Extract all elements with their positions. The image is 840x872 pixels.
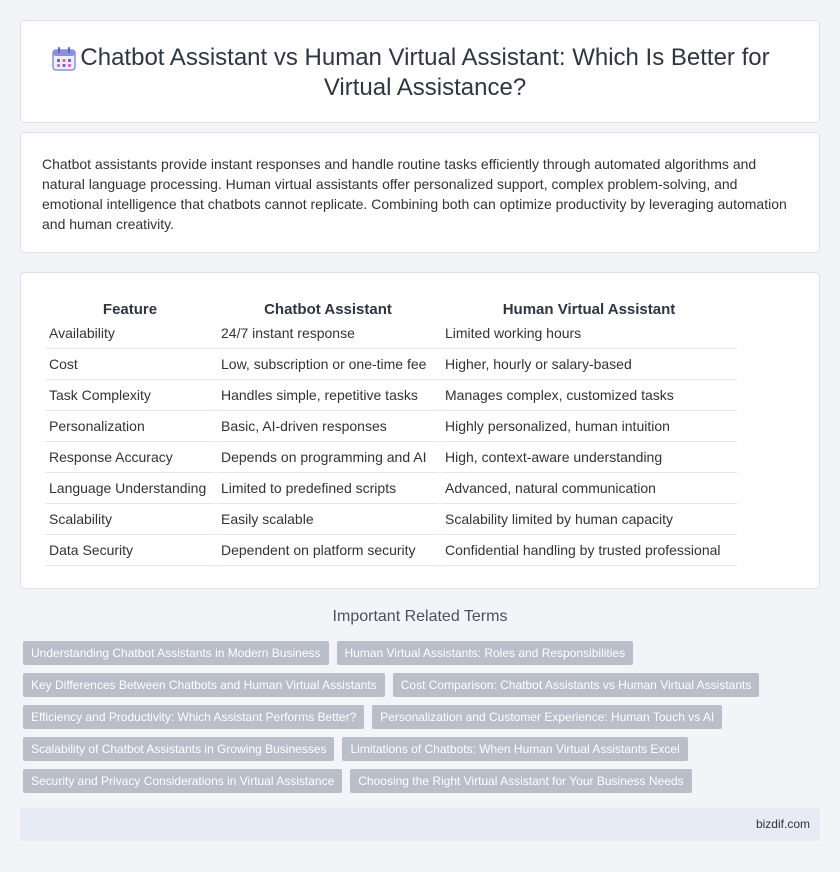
related-term-link[interactable]: Limitations of Chatbots: When Human Virtual Assistants Excel [342, 737, 687, 761]
table-row [45, 504, 737, 535]
related-term-link[interactable]: Key Differences Between Chatbots and Human Virtual Assistants [23, 673, 385, 697]
related-term-link[interactable]: Human Virtual Assistants: Roles and Responsibilities [337, 641, 634, 665]
table-cell: Advanced, natural communication [441, 473, 737, 504]
table-cell: Personalization [45, 411, 215, 442]
comparison-table [43, 297, 739, 566]
table-cell: Scalability limited by human capacity [441, 504, 737, 535]
table-cell: 24/7 instant response [217, 318, 439, 349]
summary-text: Chatbot assistants provide instant responses and handle routine tasks efficiently through automated algorithms and natural language processing. Human virtual assistants offer personalized support, complex problem-solving, and emotional intelligence that chatbots cannot replicate. Combining both can optimize productivity by leveraging automation and human creativity. [42, 156, 787, 232]
footer [20, 808, 820, 841]
table-cell: Depends on programming and AI [217, 442, 439, 473]
table-cell: Basic, AI-driven responses [217, 411, 439, 442]
related-term-link[interactable]: Choosing the Right Virtual Assistant for Your Business Needs [350, 769, 691, 793]
table-cell: Limited working hours [441, 318, 737, 349]
table-cell: Response Accuracy [45, 442, 215, 473]
table-row [45, 535, 737, 566]
related-term-link[interactable]: Understanding Chatbot Assistants in Modern Business [23, 641, 329, 665]
table-row [45, 380, 737, 411]
table-cell: Confidential handling by trusted professional [441, 535, 737, 566]
header-human: Human Virtual Assistant [502, 301, 676, 318]
table-header-row [45, 297, 737, 318]
table-cell: Limited to predefined scripts [217, 473, 439, 504]
table-cell: Cost [45, 349, 215, 380]
table-row [45, 318, 737, 349]
table-cell: Dependent on platform security [217, 535, 439, 566]
header-card [20, 20, 820, 123]
table-cell: Availability [45, 318, 215, 349]
table-cell: Handles simple, repetitive tasks [217, 380, 439, 411]
table-row [45, 473, 737, 504]
related-term-link[interactable]: Cost Comparison: Chatbot Assistants vs Human Virtual Assistants [393, 673, 760, 697]
comparison-card [20, 272, 820, 589]
summary-card [20, 132, 820, 253]
footer-site-link[interactable]: bizdif.com [755, 817, 810, 831]
table-cell: Easily scalable [217, 504, 439, 535]
related-terms-title: Important Related Terms [332, 608, 508, 625]
table-row [45, 349, 737, 380]
table-cell: Higher, hourly or salary-based [441, 349, 737, 380]
table-cell: Data Security [45, 535, 215, 566]
table-row [45, 411, 737, 442]
header-chatbot: Chatbot Assistant [264, 301, 392, 318]
table-row [45, 442, 737, 473]
table-cell: Manages complex, customized tasks [441, 380, 737, 411]
table-cell: High, context-aware understanding [441, 442, 737, 473]
table-cell: Highly personalized, human intuition [441, 411, 737, 442]
related-terms-list [23, 641, 803, 793]
table-cell: Scalability [45, 504, 215, 535]
related-term-link[interactable]: Personalization and Customer Experience: Human Touch vs AI [372, 705, 722, 729]
related-term-link[interactable]: Security and Privacy Considerations in Virtual Assistance [23, 769, 342, 793]
header-feature: Feature [102, 301, 158, 318]
page-title: Chatbot Assistant vs Human Virtual Assistant: Which Is Better for Virtual Assistance? [80, 44, 770, 101]
table-cell: Language Understanding [45, 473, 215, 504]
related-term-link[interactable]: Efficiency and Productivity: Which Assistant Performs Better? [23, 705, 364, 729]
table-cell: Low, subscription or one-time fee [217, 349, 439, 380]
table-cell: Task Complexity [45, 380, 215, 411]
related-term-link[interactable]: Scalability of Chatbot Assistants in Growing Businesses [23, 737, 334, 761]
